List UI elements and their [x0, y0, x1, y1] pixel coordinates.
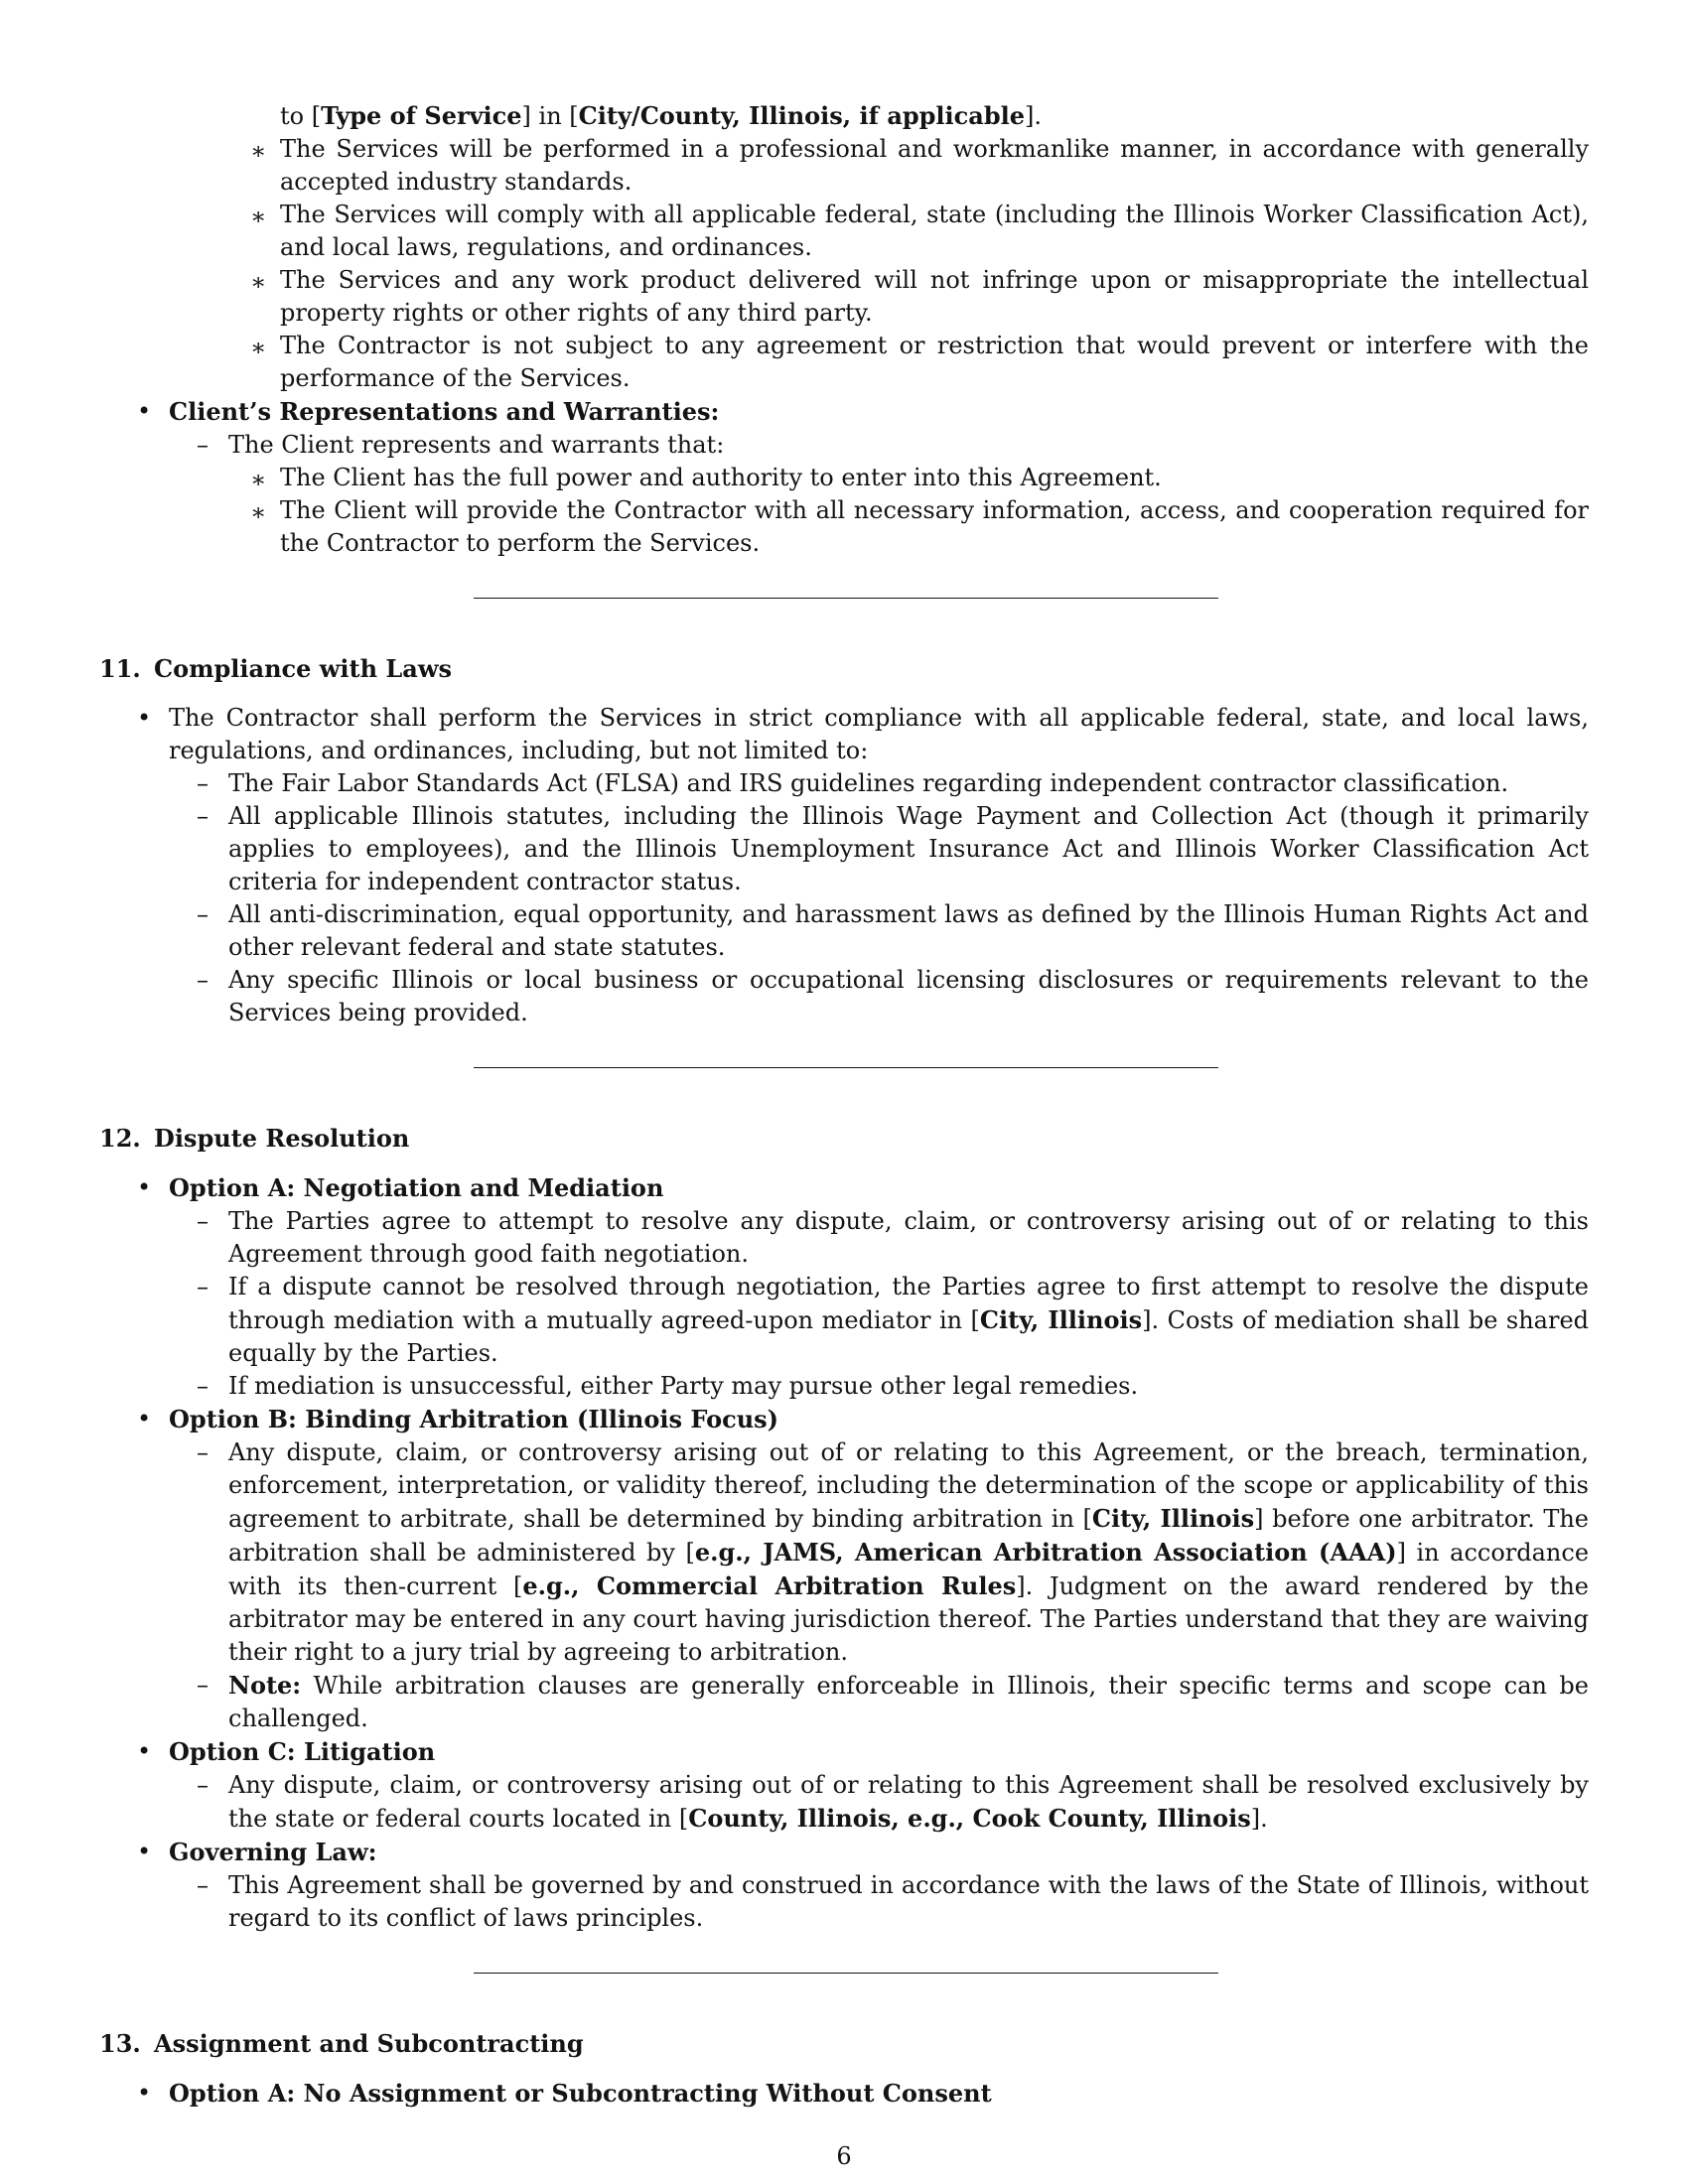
governing-law-heading: • Governing Law: [137, 1838, 377, 1866]
dash-bullet-icon: – [197, 1871, 209, 1899]
compliance-item: – Any specific Illinois or local business or occupational licensing disclosures or requirements relevant to the Services being provided. [197, 966, 1589, 1026]
compliance-intro: • The Contractor shall perform the Services in strict compliance with all applicable federal, state, and local laws, regulations, and ordinances, including, but not limited to: [137, 704, 1589, 764]
dash-bullet-icon: – [197, 1438, 209, 1466]
service-location-line: to [Type of Service] in [City/County, Illinois, if applicable]. [280, 101, 1042, 130]
asterisk-bullet-icon: ∗ [250, 498, 267, 526]
mediation-item: – The Parties agree to attempt to resolve any dispute, claim, or controversy arising out of or relating to this Agreement through good faith negotiation. [197, 1207, 1589, 1268]
page-number: 6 [836, 2142, 852, 2170]
bullet-icon: • [137, 2079, 152, 2107]
option-c-heading: • Option C: Litigation [137, 1737, 436, 1766]
section-10-continuation [99, 99, 1589, 560]
bullet-icon: • [137, 397, 152, 425]
dash-bullet-icon: – [197, 1207, 209, 1235]
asterisk-bullet-icon: ∗ [250, 203, 267, 230]
bullet-icon: • [137, 1405, 152, 1433]
dash-bullet-icon: – [197, 900, 209, 928]
contractor-warranty-item: ∗ The Services will be performed in a professional and workmanlike manner, in accordance with generally accepted industry standards. [250, 135, 1589, 196]
bullet-icon: • [137, 704, 152, 732]
compliance-item: – The Fair Labor Standards Act (FLSA) and IRS guidelines regarding independent contractor classification. [99, 767, 1589, 800]
asterisk-bullet-icon: ∗ [250, 334, 267, 361]
section-heading: 11. Compliance with Laws [99, 654, 453, 683]
contractor-warranty-item: ∗ The Services will comply with all applicable federal, state (including the Illinois Worker Classification Act), and local laws, regulations, and ordinances. [250, 201, 1589, 261]
mediation-item: – If a dispute cannot be resolved through negotiation, the Parties agree to first attempt to resolve the dispute through mediation with a mutually agreed-upon mediator in [City, Illinois]. Costs of mediation shall be shared equally by the Parties. [197, 1273, 1590, 1367]
asterisk-bullet-icon: ∗ [250, 268, 267, 296]
option-a-heading: • Option A: Negotiation and Mediation [137, 1173, 664, 1202]
section-heading: 13. Assignment and Subcontracting [99, 2029, 584, 2058]
bullet-icon: • [137, 1838, 152, 1865]
contractor-warranty-item: ∗ The Contractor is not subject to any agreement or restriction that would prevent or interfere with the performance of the Services. [250, 332, 1589, 392]
assignment-option-a-heading: • Option A: No Assignment or Subcontracting Without Consent [137, 2079, 992, 2108]
client-warranties-heading: • Client’s Representations and Warranties: [137, 397, 720, 426]
section-divider [474, 1067, 1218, 1068]
asterisk-bullet-icon: ∗ [250, 137, 267, 165]
arbitration-note: – Note: While arbitration clauses are generally enforceable in Illinois, their specific terms and scope can be challenged. [197, 1671, 1589, 1732]
section-13 [99, 2027, 1589, 2111]
dash-bullet-icon: – [197, 1771, 209, 1799]
litigation-item: – Any dispute, claim, or controversy arising out of or relating to this Agreement shall be resolved exclusively by the state or federal courts located in [County, Illinois, e.g., Cook County, Illinois]. [197, 1771, 1589, 1833]
section-11 [99, 652, 1589, 1029]
dash-bullet-icon: – [197, 769, 209, 797]
section-divider [474, 598, 1218, 599]
governing-law-item: – This Agreement shall be governed by and construed in accordance with the laws of the State of Illinois, without regard to its conflict of laws principles. [197, 1871, 1589, 1932]
client-warranties-intro: – The Client represents and warrants that: [99, 429, 1589, 462]
asterisk-bullet-icon: ∗ [250, 466, 267, 493]
dash-bullet-icon: – [197, 1273, 209, 1300]
section-heading: 12. Dispute Resolution [99, 1124, 410, 1153]
bullet-icon: • [137, 1173, 152, 1201]
document-page [99, 99, 1589, 2111]
option-b-heading: • Option B: Binding Arbitration (Illinois Focus) [137, 1405, 779, 1433]
mediation-item: – If mediation is unsuccessful, either Party may pursue other legal remedies. [99, 1370, 1589, 1403]
client-warranty-item: ∗ The Client will provide the Contractor with all necessary information, access, and cooperation required for the Contractor to perform the Services. [250, 496, 1589, 557]
dash-bullet-icon: – [197, 1671, 209, 1699]
client-warranty-item: ∗ The Client has the full power and authority to enter into this Agreement. [99, 462, 1589, 494]
dash-bullet-icon: – [197, 966, 209, 994]
compliance-item: – All anti-discrimination, equal opportunity, and harassment laws as defined by the Illinois Human Rights Act and other relevant federal and state statutes. [197, 900, 1589, 961]
contractor-warranty-item: ∗ The Services and any work product delivered will not infringe upon or misappropriate the intellectual property rights or other rights of any third party. [250, 266, 1589, 327]
bullet-icon: • [137, 1737, 152, 1765]
section-divider [474, 1973, 1218, 1974]
dash-bullet-icon: – [197, 431, 209, 459]
dash-bullet-icon: – [197, 802, 209, 830]
section-12 [99, 1122, 1589, 1935]
dash-bullet-icon: – [197, 1372, 209, 1400]
arbitration-item: – Any dispute, claim, or controversy arising out of or relating to this Agreement, or the breach, termination, enforcement, interpretation, or validity thereof, including the determination of the scope or applicability of this agreement to arbitrate, shall be determined by binding arbitration in [City, Illinois] before one arbitrator. The arbitration shall be administered by [e.g., JAMS, American Arbitration Association (AAA)] in accordance with its then-current [e.g., Commercial Arbitration Rules]. Judgment on the award rendered by the arbitrator may be entered in any court having jurisdiction thereof. The Parties understand that they are waiving their right to a jury trial by agreeing to arbitration. [197, 1438, 1590, 1666]
compliance-item: – All applicable Illinois statutes, including the Illinois Wage Payment and Collection Act (though it primarily applies to employees), and the Illinois Unemployment Insurance Act and Illinois Worker Classification Act criteria for independent contractor status. [197, 802, 1589, 895]
